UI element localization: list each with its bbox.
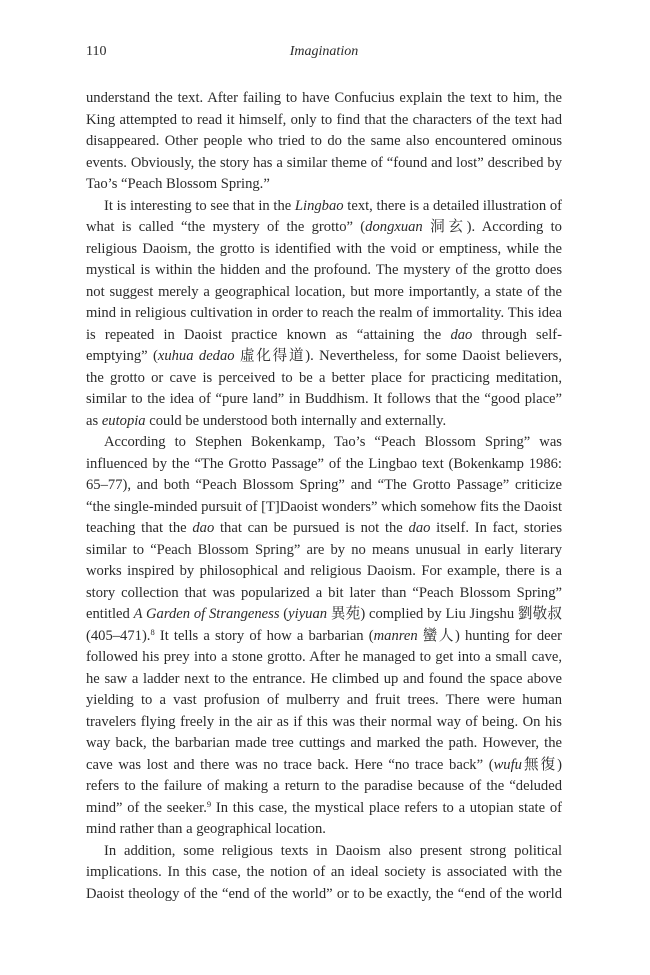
text-run: In addition, some religious texts in Daoism also present strong political implications. In this case, the notion of an ideal society is associated with the Daoist theology of the “end of the world” or to be exactly, the “end of the world <box>86 842 562 902</box>
italic-term: dao <box>408 520 431 536</box>
running-title: Imagination <box>289 44 359 59</box>
text-run: 異苑) complied by Liu Jingshu 劉敬叔 (405–471). <box>86 606 562 644</box>
text-run: 洞玄). According to religious Daoism, the grotto is identified with the void or emptiness, while the mystical is within the hidden and the profound. The mystery of the grotto does not suggest merely a geographical location, but more importantly, a state of the mind in religious cultivation in order to reach the realm of immortality. This idea is repeated in Daoist practice known as “attaining the <box>86 219 562 343</box>
text-run: According to Stephen Bokenkamp, Tao’s “Peach Blossom Spring” was influenced by the “The Grotto Passage” of the Lingbao text (Bokenkamp 1986: 65–77), and both “Peach Blossom Spring” and “The Grotto Passage” criticize “the single-minded pursuit of [T]Daoist wonders” which somehow fits the Daoist teaching that the <box>86 434 562 536</box>
footnote-ref: 9 <box>206 798 212 809</box>
text-run: that can be pursued is not the <box>214 520 409 536</box>
text-run: It tells a story of how a barbarian ( <box>154 627 374 644</box>
italic-term: eutopia <box>101 412 146 429</box>
text-run: through self-emptying” ( <box>86 326 562 364</box>
footnote-ref: 8 <box>150 626 155 637</box>
italic-term: dao <box>450 326 473 343</box>
italic-term: dongxuan <box>365 219 423 235</box>
text-run: 蠻人) hunting for deer followed his prey into a stone grotto. After he managed to get into a small cave, he saw a ladder next to the entrance. He climbed up and found the space above yielding to a vast profusion of mulberry and fruit trees. There were human travelers flying freely in the air as if this was their normal way of being. On his way back, the barbarian made tree cuttings and marked the path. However, the cave was lost and there was no trace back. Here “no trace back” ( <box>86 627 562 773</box>
paragraph-political-implications <box>86 841 562 906</box>
text-run: ( <box>279 606 289 622</box>
body-text <box>86 88 562 905</box>
italic-term: manren <box>373 627 418 644</box>
text-run: 虛化得道). Nevertheless, for some Daoist believers, the grotto or cave is perceived to be a better place for practicing meditation, similar to the idea of “pure land” in Buddhism. It follows that the “good place” as <box>86 348 562 429</box>
text-run: understand the text. After failing to have Confucius explain the text to him, the King attempted to read it himself, only to find that the characters of the text had disappeared. Other people who tried to do the same also encountered ominous events. Obviously, the story has a similar theme of “found and lost” described by Tao’s “Peach Blossom Spring.” <box>86 90 562 192</box>
italic-term: Lingbao <box>294 197 344 214</box>
text-run: It is interesting to see that in the <box>104 197 295 214</box>
italic-term: A Garden of Strangeness <box>133 606 280 622</box>
text-run: text, there is a detailed illustration of what is called “the mystery of the grotto” ( <box>86 197 562 235</box>
paragraph-continued <box>86 88 562 196</box>
text-run: In this case, the mystical place refers to a utopian state of mind rather than a geographical location. <box>86 799 562 837</box>
paragraph-grotto-mystery <box>86 196 562 433</box>
italic-term: xuhua dedao <box>157 348 235 364</box>
text-run: could be understood both internally and externally. <box>145 412 447 429</box>
italic-term: yiyuan <box>288 606 328 622</box>
paragraph-bokenkamp <box>86 432 562 841</box>
italic-term: dao <box>192 520 215 536</box>
text-run: 無復) refers to the failure of making a return to the paradise because of the “deluded mind” of the seeker. <box>86 756 562 816</box>
running-head <box>86 44 562 64</box>
page-number: 110 <box>86 44 107 59</box>
text-run: itself. In fact, stories similar to “Peach Blossom Spring” are by no means unusual in early literary works inspired by philosophical and religious Daoism. For example, there is a story collection that was popularized a bit later than “Peach Blossom Spring” entitled <box>86 520 562 622</box>
italic-term: wufu <box>493 756 522 773</box>
